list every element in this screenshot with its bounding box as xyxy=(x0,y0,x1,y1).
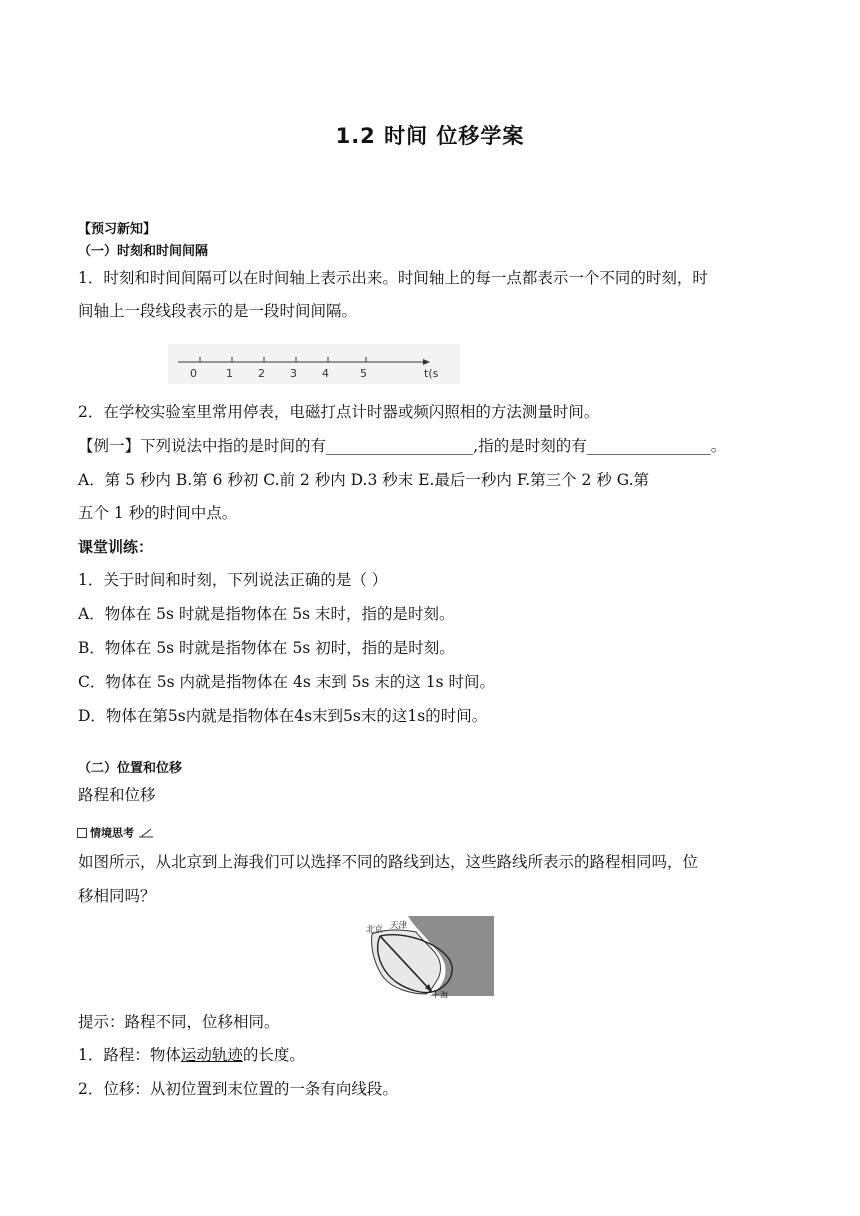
badge-slash-icon xyxy=(139,828,153,838)
question1-option-d: D．物体在第5s内就是指物体在4s末到5s末的这1s的时间。 xyxy=(78,707,488,725)
badge-square-icon xyxy=(77,828,87,838)
map-label-beijing: 北京 xyxy=(366,925,384,935)
example1-options-line-1: A．第 5 秒内 B.第 6 秒初 C.前 2 秒内 D.3 秒末 E.最后一秒内 F.第三个 2 秒 G.第 xyxy=(78,471,650,489)
definition-path-underlined: 运动轨迹 xyxy=(180,1046,243,1064)
example1-line xyxy=(78,434,726,456)
map-label-tianjin: 天津 xyxy=(390,921,408,931)
example1-blank-moment: ________________ xyxy=(586,437,711,455)
timeline-tick-label: 5 xyxy=(360,367,367,380)
section1-heading: （一）时刻和时间间隔 xyxy=(78,244,209,259)
definition-displacement: 2．位移：从初位置到末位置的一条有向线段。 xyxy=(78,1080,398,1098)
paragraph-2: 2．在学校实验室里常用停表，电磁打点计时器或频闪照相的方法测量时间。 xyxy=(78,403,600,421)
definition-path-prefix: 1．路程：物体 xyxy=(78,1046,181,1064)
page-title: 1.2 时间 位移学案 xyxy=(335,124,525,148)
definition-path-suffix: 的长度。 xyxy=(242,1046,305,1064)
path-displacement-title: 路程和位移 xyxy=(78,786,156,804)
question1-option-a: A．物体在 5s 时就是指物体在 5s 末时，指的是时刻。 xyxy=(78,605,455,623)
example1-middle: ,指的是时刻的有 xyxy=(473,437,587,455)
beijing-shanghai-map xyxy=(366,916,496,998)
timeline-tick-label: 2 xyxy=(258,367,265,380)
example1-blank-time: ___________________ xyxy=(326,437,474,455)
example1-prefix: 【例一】下列说法中指的是时间的有 xyxy=(78,437,327,455)
example1-suffix: 。 xyxy=(710,437,727,455)
question1-option-b: B．物体在 5s 时就是指物体在 5s 初时，指的是时刻。 xyxy=(78,639,455,657)
timeline-tick-label: 4 xyxy=(322,367,329,380)
classroom-heading: 课堂训练： xyxy=(78,538,154,556)
timeline-tick-label: 0 xyxy=(190,367,197,380)
timeline-tick-label: 3 xyxy=(290,367,297,380)
hint-text: 提示：路程不同，位移相同。 xyxy=(78,1013,280,1031)
timeline-axis-label: t(s xyxy=(424,367,439,380)
section2-heading: （二）位置和位移 xyxy=(78,761,183,776)
paragraph-1-line-1: 1．时刻和时间间隔可以在时间轴上表示出来。时间轴上的每一点都表示一个不同的时刻，时 xyxy=(78,269,708,287)
paragraph-1-line-2: 间轴上一段线段表示的是一段时间间隔。 xyxy=(78,302,358,320)
question1-stem: 1．关于时间和时刻，下列说法正确的是（ ） xyxy=(78,571,388,589)
question1-option-c: C．物体在 5s 内就是指物体在 4s 末到 5s 末的这 1s 时间。 xyxy=(78,673,496,691)
paragraph-3-line-2: 移相同吗？ xyxy=(78,887,156,905)
example1-options-line-2: 五个 1 秒的时间中点。 xyxy=(78,504,238,522)
situation-thinking-badge: 情境思考 xyxy=(77,822,169,838)
preview-header: 【预习新知】 xyxy=(78,222,157,237)
definition-path xyxy=(78,1043,305,1065)
timeline-tick-label: 1 xyxy=(226,367,233,380)
map-label-shanghai: 上海 xyxy=(432,991,448,998)
paragraph-3-line-1: 如图所示，从北京到上海我们可以选择不同的路线到达，这些路线所表示的路程相同吗，位 xyxy=(78,853,699,871)
timeline-figure xyxy=(168,344,460,384)
